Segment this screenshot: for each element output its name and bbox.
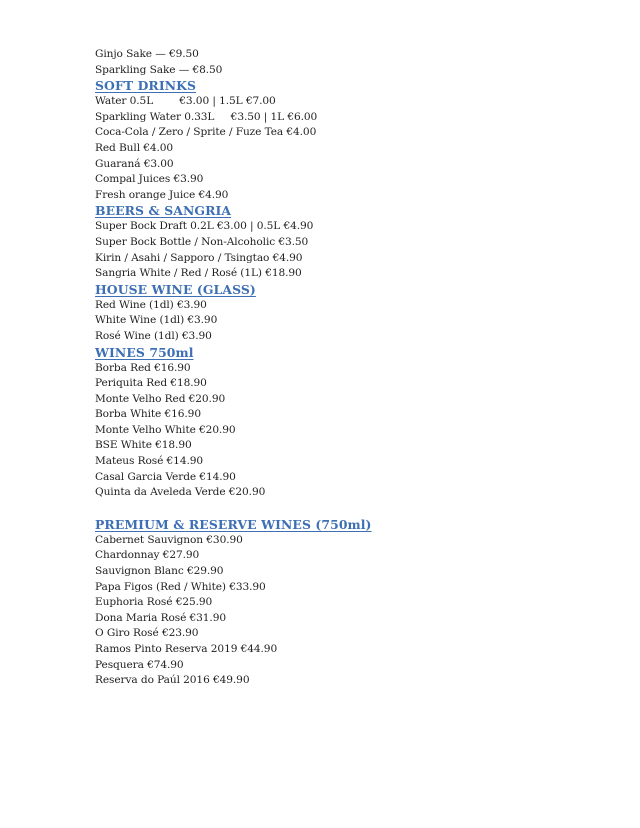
section-premium-reserve — [95, 517, 595, 689]
section-house-wine — [95, 282, 595, 345]
section-soft-drinks — [95, 78, 595, 203]
menu-item: Rosé Wine (1dl) €3.90 — [95, 329, 212, 342]
menu-item: Red Bull €4.00 — [95, 141, 174, 154]
menu-item: Ramos Pinto Reserva 2019 €44.90 — [95, 643, 278, 655]
menu-item: Mateus Rosé €14.90 — [95, 455, 204, 468]
section-sake — [95, 47, 595, 78]
menu-item: Cabernet Sauvignon €30.90 — [95, 533, 243, 546]
menu-item: Kirin / Asahi / Sapporo / Tsingtao €4.90 — [95, 251, 303, 264]
menu-item: Dona Maria Rosé €31.90 — [95, 611, 226, 624]
menu-item: Guaraná €3.00 — [95, 157, 174, 170]
menu-item: Super Bock Draft 0.2L €3.00 | 0.5L €4.90 — [95, 220, 314, 233]
menu-item: Sparkling Water 0.33L €3.50 | 1L €6.00 — [95, 110, 318, 123]
menu-item: White Wine (1dl) €3.90 — [95, 314, 218, 327]
section-heading: BEERS & SANGRIA — [95, 203, 232, 219]
menu-item: Casal Garcia Verde €14.90 — [95, 470, 236, 483]
menu-item: Papa Figos (Red / White) €33.90 — [95, 580, 266, 593]
menu-item: O Giro Rosé €23.90 — [95, 627, 199, 640]
menu-page — [95, 47, 595, 689]
menu-item: Ginjo Sake — €9.50 — [95, 48, 199, 60]
menu-item: Sparkling Sake — €8.50 — [95, 63, 223, 76]
menu-item: Borba White €16.90 — [95, 408, 201, 421]
menu-item: BSE White €18.90 — [95, 439, 192, 452]
menu-item: Coca-Cola / Zero / Sprite / Fuze Tea €4.00 — [95, 126, 317, 139]
menu-item: Compal Juices €3.90 — [95, 173, 204, 186]
menu-item: Monte Velho White €20.90 — [95, 423, 236, 436]
menu-item: Reserva do Paúl 2016 €49.90 — [95, 674, 250, 687]
menu-item: Pesquera €74.90 — [95, 658, 184, 671]
menu-item: Borba Red €16.90 — [95, 361, 191, 374]
menu-item: Periquita Red €18.90 — [95, 377, 207, 390]
menu-item: Sangria White / Red / Rosé (1L) €18.90 — [95, 267, 302, 280]
section-heading: HOUSE WINE (GLASS) — [95, 281, 256, 297]
menu-item: Quinta da Aveleda Verde €20.90 — [95, 486, 266, 499]
section-heading: PREMIUM & RESERVE WINES (750ml) — [95, 516, 372, 532]
menu-item: Chardonnay €27.90 — [95, 549, 200, 562]
menu-item: Euphoria Rosé €25.90 — [95, 596, 213, 609]
menu-item: Monte Velho Red €20.90 — [95, 392, 226, 405]
menu-item: Water 0.5L €3.00 | 1.5L €7.00 — [95, 95, 276, 108]
menu-item: Red Wine (1dl) €3.90 — [95, 298, 207, 311]
section-beers-sangria — [95, 203, 595, 281]
menu-item: Fresh orange Juice €4.90 — [95, 188, 229, 201]
menu-item: Sauvignon Blanc €29.90 — [95, 565, 224, 578]
section-heading: WINES 750ml — [95, 344, 194, 360]
spacer — [95, 501, 595, 517]
section-wines-750 — [95, 345, 595, 501]
section-heading: SOFT DRINKS — [95, 78, 197, 94]
menu-item: Super Bock Bottle / Non-Alcoholic €3.50 — [95, 235, 309, 248]
